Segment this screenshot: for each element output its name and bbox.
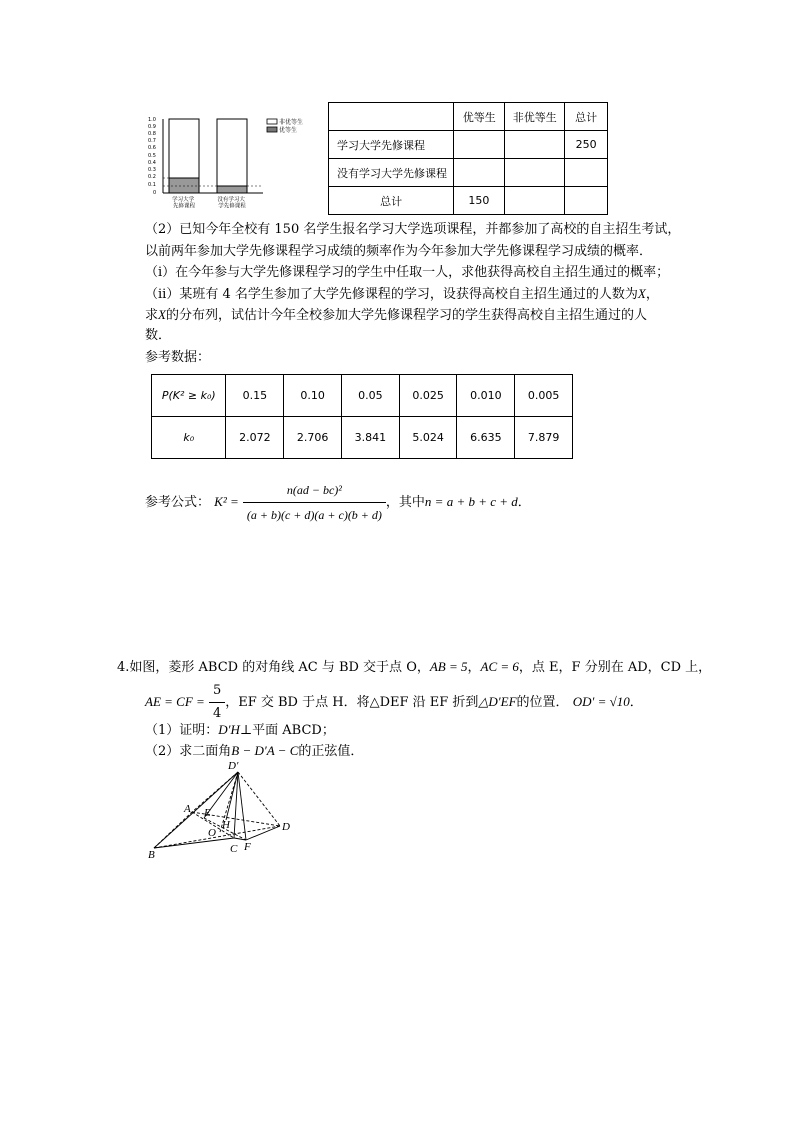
legend-excellent: 优等生 [279,127,298,134]
table-header: 优等生 [454,103,505,131]
ytick: 0.9 [148,124,156,130]
q4-line1: 4.如图，菱形 ABCD 的对角线 AC 与 BD 交于点 O，AB = 5，AC = 6，点 E，F 分别在 AD，CD 上， [117,659,712,675]
label-F: F [244,841,251,853]
q4-line2: AE = CF = $\frac{5}{4}$ ，EF 交 BD 于点 H．将△DEF 沿 EF 折到△D′EF的位置． OD′ = √10． [145,680,643,725]
table-header [329,103,454,131]
label-A: A [184,803,191,815]
xcat-2: 没有学习大 学先修课程 [217,197,246,210]
table-row: k₀ 2.072 2.706 3.841 5.024 6.635 7.879 [152,417,573,459]
ytick: 0 [153,190,157,196]
q3-part2ii: （ii）某班有 4 名学生参加了大学先修课程的学习，设获得高校自主招生通过的人数为X， [145,286,659,302]
var-x: X [158,307,166,322]
q3-part2-line1: （2）已知今年全校有 150 名学生报名学习大学选项课程，并都参加了高校的自主招生考试， [145,222,681,237]
ref-data-label: 参考数据： [145,350,211,365]
bar-chart [145,113,325,213]
reference-formula: 参考公式： K² = $\frac{\text{n(ad − bc)²}}{(a + b)(c + d)(a + c)(b + d)}$ ，其中n = a + b + c + d． [145,478,531,527]
row-label-p: P(K² ≥ k₀) [152,375,226,417]
ytick: 0.8 [148,131,156,137]
label-O: O [208,827,216,839]
ytick: 0.7 [148,138,156,144]
label-E: E [204,807,211,819]
contingency-table [328,102,608,215]
var-x: X [637,286,646,301]
geometry-figure [140,760,310,865]
label-D: D [282,821,290,833]
table-row: 学习大学先修课程 250 [329,131,608,159]
table-row: 没有学习大学先修课程 [329,159,608,187]
row-label-k: k₀ [152,417,226,459]
bar-2-excellent [217,186,247,193]
fraction-5-4: $\frac{5}{4}$ [209,680,225,725]
bar-1-excellent [169,178,199,193]
ytick: 0.2 [148,174,156,180]
q3-part2-line2: 以前两年参加大学先修课程学习成绩的频率作为今年参加大学先修课程学习成绩的概率． [145,244,653,259]
table-header: 总计 [565,103,608,131]
ytick: 0.3 [148,167,156,173]
ytick: 0.1 [148,182,156,188]
q3-part2ii-line2: 求X的分布列，试估计今年全校参加大学先修课程学习的学生获得高校自主招生通过的人 [145,307,647,323]
ytick: 0.6 [148,145,156,151]
reference-table [151,374,573,459]
table-row: 总计 150 [329,187,608,215]
ytick: 1.0 [148,117,156,123]
label-C: C [230,843,238,855]
table-header: 非优等生 [505,103,565,131]
xcat-1: 学习大学 先修课程 [172,197,196,210]
legend-non-excellent: 非优等生 [279,119,304,126]
label-H: H [222,819,230,831]
label-B: B [148,849,155,861]
bar-2-outline [217,119,247,193]
label-D-prime: D′ [228,760,239,772]
formula-fraction: $\frac{\text{n(ad − bc)²}}{(a + b)(c + d)(a + c)(b + d)}$ [243,478,386,527]
ytick: 0.5 [148,153,156,159]
ytick: 0.4 [148,160,156,166]
q4-part2: （2）求二面角B − D′A − C的正弦值． [145,743,364,759]
table-row: P(K² ≥ k₀) 0.15 0.10 0.05 0.025 0.010 0.005 [152,375,573,417]
q4-part1: （1）证明：D′H⊥平面 ABCD； [145,722,335,738]
q3-part2ii-line3: 数． [145,328,172,343]
q3-part2i: （i）在今年参与大学先修课程学习的学生中任取一人，求他获得高校自主招生通过的概率； [145,265,670,280]
